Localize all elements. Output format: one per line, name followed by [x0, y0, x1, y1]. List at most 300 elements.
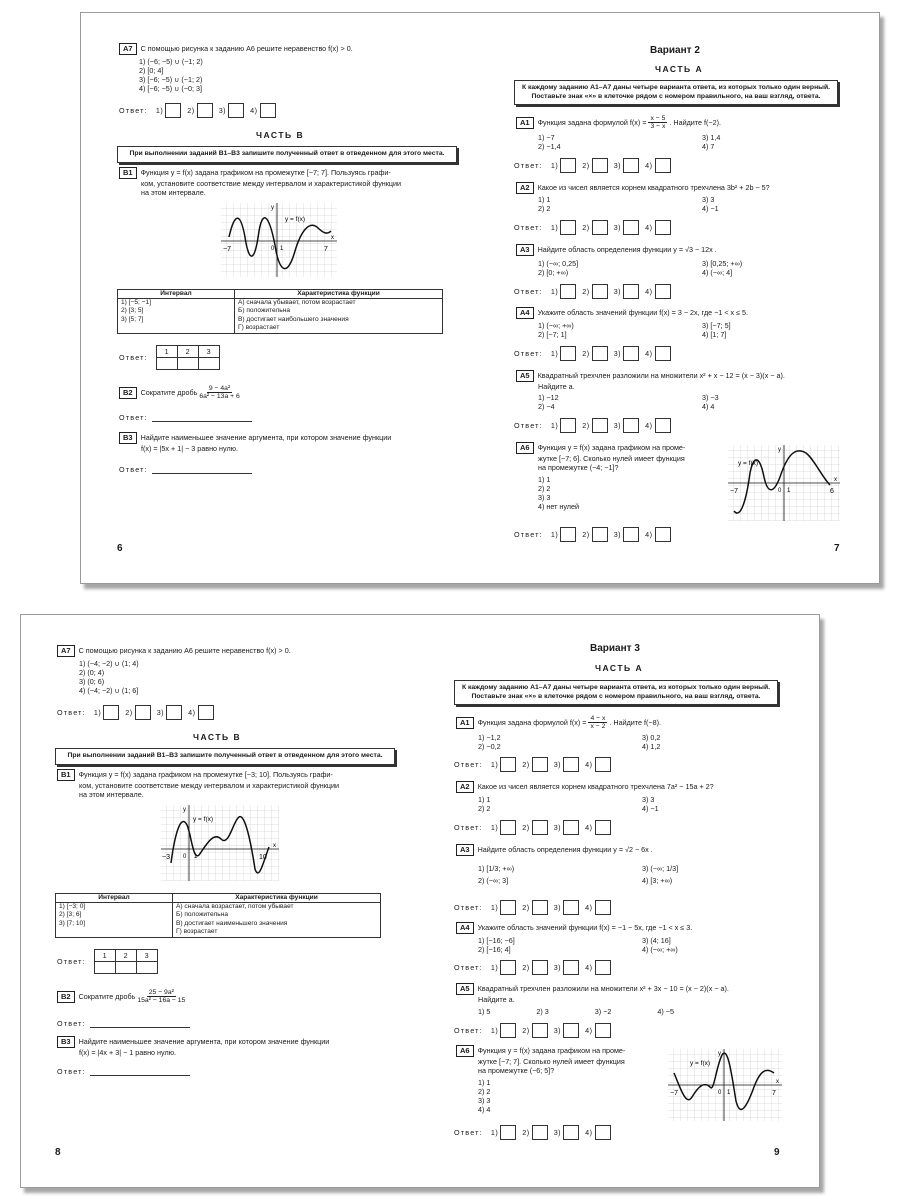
answer-checkbox-2[interactable]	[592, 220, 608, 235]
page-7	[480, 13, 879, 583]
question-text: Найдите a.	[478, 995, 515, 1004]
function-graph-b1	[219, 201, 339, 279]
question-tag: A3	[456, 844, 474, 856]
options-a4-col2	[642, 936, 678, 954]
answer-checkbox-3[interactable]	[623, 346, 639, 361]
options-a6	[478, 1078, 490, 1114]
answer-label: Ответ:	[119, 465, 148, 474]
tick-one-label: 1	[787, 488, 791, 494]
answer-checkbox-3[interactable]	[563, 757, 579, 772]
option: 3) 1,4	[702, 133, 721, 142]
option: 3) (−∞; 1/3]	[642, 864, 679, 873]
table-header: Характеристика функции	[173, 894, 381, 903]
option: 1) (−4; −2) ∪ (1; 4)	[79, 659, 139, 668]
question-b2	[119, 385, 242, 400]
answer-cell-1[interactable]	[94, 962, 115, 974]
instructions-box	[514, 80, 838, 105]
answer-checkbox-4[interactable]	[595, 1023, 611, 1038]
grid-head: 1	[94, 950, 115, 962]
question-tag: A7	[119, 43, 137, 55]
feature-item: В) достигает наименьшего значения	[176, 919, 288, 927]
option-number: 3)	[553, 903, 562, 912]
answer-checkbox-4[interactable]	[595, 820, 611, 835]
answer-checkbox-3[interactable]	[623, 418, 639, 433]
x-max-label: 6	[830, 488, 834, 495]
option: 1) (−∞; +∞)	[538, 321, 574, 330]
answer-label: Ответ:	[514, 349, 543, 358]
answer-row-a1	[514, 158, 677, 173]
option: 3) 3	[538, 493, 551, 502]
variant-title: Вариант 3	[590, 643, 640, 654]
graph-grid	[221, 203, 337, 277]
numerator: x − 5	[650, 115, 666, 122]
page-number: 9	[774, 1147, 780, 1158]
answer-label: Ответ:	[119, 106, 148, 115]
option: 4) −5	[657, 1007, 674, 1016]
part-a-heading: ЧАСТЬ А	[595, 663, 644, 673]
answer-cell-1[interactable]	[156, 358, 177, 370]
answer-checkbox-4[interactable]	[595, 900, 611, 915]
option-number: 4)	[585, 823, 593, 832]
x-max-label: 10	[259, 854, 267, 861]
page-6	[81, 13, 480, 583]
options-a5	[478, 1007, 674, 1016]
option-number: 3)	[613, 349, 622, 358]
option: 4) [1; 7]	[702, 330, 727, 339]
answer-row-a5	[454, 1023, 617, 1038]
y-axis-label: y	[778, 447, 781, 453]
option-number: 3)	[156, 708, 165, 717]
question-text: Функция y = f(x) задана графиком на промежутке [−7; 7]. Пользуясь графи-	[140, 168, 391, 177]
question-text: Функция y = f(x) задана графиком на проме-	[477, 1046, 626, 1055]
answer-label: Ответ:	[454, 1026, 483, 1035]
answer-checkbox-4[interactable]	[655, 158, 671, 173]
answer-checkbox-4[interactable]	[655, 418, 671, 433]
question-text: Укажите область значений функции f(x) = −1 − 5x, где −1 < x ≤ 3.	[477, 923, 693, 932]
answer-label: Ответ:	[57, 957, 86, 966]
options-a1-col1	[538, 133, 561, 151]
answer-cell-3[interactable]	[136, 962, 157, 974]
answer-checkbox-3[interactable]	[228, 103, 244, 118]
option-number: 3)	[553, 760, 562, 769]
answer-checkbox-2[interactable]	[592, 346, 608, 361]
option: 1) (−6; −5) ∪ (−1; 2)	[139, 57, 203, 66]
option-number: 4)	[645, 223, 653, 232]
denominator: 15a² − 16a − 15	[137, 997, 186, 1004]
option-number: 1)	[490, 1026, 499, 1035]
question-a1	[456, 715, 661, 730]
feature-item: Г) возрастает	[238, 323, 280, 331]
question-tag: A4	[516, 307, 534, 319]
option: 1) 5	[478, 1007, 491, 1016]
graph-label: y = f(x)	[285, 216, 306, 223]
answer-cell-3[interactable]	[198, 358, 219, 370]
question-text: Квадратный трехчлен разложили на множители x² + 3x − 10 = (x − 2)(x − a).	[477, 984, 729, 993]
page-number: 7	[834, 543, 840, 554]
question-tag: B1	[119, 167, 137, 179]
answer-label: Ответ:	[57, 708, 86, 717]
option-number: 3)	[613, 421, 622, 430]
x-axis-label: x	[331, 235, 334, 241]
option-number: 1)	[490, 963, 499, 972]
answer-checkbox-1[interactable]	[560, 418, 576, 433]
answer-checkbox-3[interactable]	[623, 527, 639, 542]
answer-checkbox-4[interactable]	[595, 960, 611, 975]
feature-item: Г) возрастает	[176, 927, 218, 935]
option: 1) (−∞; 0,25]	[538, 259, 579, 268]
question-text: ком, установите соответствие между интервалом и характеристикой функции	[79, 781, 340, 790]
matching-table-b1	[55, 893, 381, 938]
answer-checkbox-1[interactable]	[103, 705, 119, 720]
answer-checkbox-2[interactable]	[532, 960, 548, 975]
answer-checkbox-2[interactable]	[135, 705, 151, 720]
question-a6	[516, 442, 685, 472]
question-a3	[516, 244, 717, 256]
options-a1-col2	[642, 733, 660, 751]
grid-head: 1	[156, 346, 177, 358]
answer-checkbox-1[interactable]	[560, 158, 576, 173]
option: 4) 4	[702, 402, 715, 411]
option: 2) 2	[478, 1087, 491, 1096]
option: 2) 2	[478, 804, 491, 813]
answer-checkbox-2[interactable]	[532, 757, 548, 772]
x-min-label: −3	[162, 854, 170, 861]
option: 4) (−∞; 4]	[702, 268, 733, 277]
option: 2) −0,2	[478, 742, 501, 751]
answer-label: Ответ:	[454, 963, 483, 972]
answer-checkbox-3[interactable]	[563, 1125, 579, 1140]
question-b1	[119, 167, 401, 197]
answer-checkbox-2[interactable]	[532, 1125, 548, 1140]
option: 3) −3	[702, 393, 719, 402]
option-number: 2)	[187, 106, 195, 115]
page-8	[21, 615, 420, 1187]
answer-checkbox-1[interactable]	[560, 346, 576, 361]
answer-checkbox-1[interactable]	[560, 220, 576, 235]
question-tag: A3	[516, 244, 534, 256]
answer-checkbox-4[interactable]	[655, 527, 671, 542]
question-tag: A6	[516, 442, 534, 454]
question-text: ком, установите соответствие между интервалом и характеристикой функции	[141, 179, 402, 188]
question-tag: B1	[57, 769, 75, 781]
option: 1) 1	[538, 475, 551, 484]
answer-row-a7	[119, 103, 282, 118]
answer-checkbox-3[interactable]	[563, 960, 579, 975]
function-graph-a6	[666, 1047, 784, 1123]
answer-checkbox-1[interactable]	[165, 103, 181, 118]
answer-checkbox-4[interactable]	[655, 346, 671, 361]
question-text: f(x) = |5x + 1| − 3 равно нулю.	[141, 444, 239, 453]
option-number: 2)	[582, 530, 590, 539]
answer-line-b2	[57, 1019, 190, 1028]
option: 2) −4	[538, 402, 555, 411]
instructions-box	[454, 680, 778, 705]
page-number: 6	[117, 543, 123, 554]
question-tag: B2	[57, 991, 75, 1003]
answer-label: Ответ:	[454, 903, 483, 912]
question-b3	[119, 432, 391, 453]
answer-checkbox-3[interactable]	[623, 220, 639, 235]
option-number: 3)	[613, 223, 622, 232]
graph-label: y = f(x)	[193, 816, 214, 823]
option: 4) 4	[478, 1105, 491, 1114]
option: 3) 3	[478, 1096, 491, 1105]
answer-label: Ответ:	[454, 823, 483, 832]
option: 2) 3	[536, 1007, 549, 1016]
option: 2) [0; 4]	[139, 66, 164, 75]
feature-item: Б) положительна	[176, 911, 229, 919]
answer-checkbox-1[interactable]	[500, 820, 516, 835]
answer-label: Ответ:	[454, 760, 483, 769]
option-number: 2)	[582, 349, 590, 358]
option: 1) 1	[478, 1078, 491, 1087]
answer-checkbox-3[interactable]	[563, 1023, 579, 1038]
answer-checkbox-2[interactable]	[532, 1023, 548, 1038]
question-text: на промежутке (−6; 5]?	[478, 1066, 555, 1075]
option-number: 3)	[553, 963, 562, 972]
option-number: 4)	[585, 963, 593, 972]
options-a5-col1	[538, 393, 559, 411]
question-text: . Найдите f(−2).	[669, 118, 721, 127]
answer-row-a5	[514, 418, 677, 433]
interval-item: 2) [3; 6]	[59, 911, 82, 919]
option-number: 4)	[585, 903, 593, 912]
x-min-label: −7	[730, 488, 738, 495]
options-a2-col1	[478, 795, 490, 813]
option-number: 1)	[93, 708, 102, 717]
option-number: 4)	[585, 760, 593, 769]
table-header: Интервал	[118, 290, 235, 299]
interval-item: 3) [5; 7]	[121, 315, 144, 323]
option-number: 2)	[522, 823, 530, 832]
answer-input[interactable]	[152, 413, 252, 422]
question-a3	[456, 844, 653, 856]
option-number: 3)	[553, 1128, 562, 1137]
answer-grid-b1	[119, 345, 220, 370]
answer-checkbox-4[interactable]	[655, 220, 671, 235]
answer-input[interactable]	[90, 1067, 190, 1076]
instructions-box: При выполнении заданий B1–B3 запишите полученный ответ в отведенном для этого места.	[55, 748, 395, 765]
x-axis-label: x	[834, 477, 837, 483]
option: 3) 3	[642, 795, 655, 804]
question-text: на этом интервале.	[141, 188, 206, 197]
answer-checkbox-4[interactable]	[595, 1125, 611, 1140]
question-text: Найдите область определения функции y = √2 − 6x .	[477, 845, 653, 854]
question-tag: A2	[516, 182, 534, 194]
options-a4-col1	[538, 321, 574, 339]
answer-checkbox-3[interactable]	[166, 705, 182, 720]
grid-head: 3	[136, 950, 157, 962]
answer-checkbox-2[interactable]	[592, 418, 608, 433]
numerator: 9 − 4a²	[208, 385, 231, 392]
option-number: 1)	[550, 161, 559, 170]
question-text: Найдите a.	[538, 382, 575, 391]
options-a6	[538, 475, 579, 511]
answer-label: Ответ:	[454, 1128, 483, 1137]
answer-checkbox-1[interactable]	[500, 1023, 516, 1038]
option: 2) (−∞; 3]	[478, 876, 509, 885]
x-min-label: −7	[670, 1090, 678, 1097]
option: 3) [0,25; +∞)	[702, 259, 743, 268]
option: 2) [0; +∞)	[538, 268, 569, 277]
option-number: 2)	[522, 903, 530, 912]
answer-checkbox-1[interactable]	[500, 1125, 516, 1140]
question-tag: A5	[516, 370, 534, 382]
answer-checkbox-4[interactable]	[655, 284, 671, 299]
answer-cell-2[interactable]	[177, 358, 198, 370]
tick-one-label: 1	[194, 854, 198, 860]
option-number: 1)	[550, 530, 559, 539]
graph-label: y = f(x)	[738, 460, 759, 467]
grid-head: 2	[115, 950, 136, 962]
question-a5	[516, 370, 785, 391]
feature-item: Б) положительна	[238, 307, 291, 315]
option: 1) [−16; −6]	[478, 936, 515, 945]
answer-checkbox-3[interactable]	[563, 900, 579, 915]
question-text: Функция y = f(x) задана графиком на промежутке [−3; 10]. Пользуясь графи-	[78, 770, 333, 779]
question-text: Сократите дробь	[140, 388, 198, 397]
option-number: 4)	[645, 349, 653, 358]
options-a7	[139, 57, 203, 93]
option: 2) 2	[538, 484, 551, 493]
question-tag: B3	[57, 1036, 75, 1048]
answer-grid-b1	[57, 949, 158, 974]
question-a2	[456, 781, 714, 793]
option-number: 2)	[582, 421, 590, 430]
option-number: 2)	[522, 963, 530, 972]
options-a3-col2	[702, 259, 742, 277]
answer-label: Ответ:	[514, 223, 543, 232]
answer-row-a4	[514, 346, 677, 361]
option: 1) [1/3; +∞)	[478, 864, 515, 873]
instruction-line: К каждому заданию A1–A7 даны четыре варианта ответа, из которых только один верный.	[521, 84, 831, 91]
spread-pages-6-7	[80, 12, 880, 584]
answer-checkbox-2[interactable]	[532, 820, 548, 835]
answer-checkbox-2[interactable]	[197, 103, 213, 118]
answer-checkbox-4[interactable]	[198, 705, 214, 720]
options-a1-col1	[478, 733, 501, 751]
option: 3) (0; 6)	[79, 677, 105, 686]
answer-checkbox-1[interactable]	[560, 527, 576, 542]
question-text: С помощью рисунка к заданию A6 решите неравенство f(x) > 0.	[140, 44, 353, 53]
answer-checkbox-2[interactable]	[532, 900, 548, 915]
option-number: 1)	[550, 349, 559, 358]
answer-checkbox-1[interactable]	[500, 900, 516, 915]
option-number: 4)	[645, 287, 653, 296]
answer-checkbox-2[interactable]	[592, 284, 608, 299]
answer-checkbox-1[interactable]	[560, 284, 576, 299]
option: 4) 1,2	[642, 742, 661, 751]
option-number: 4)	[585, 1026, 593, 1035]
option: 2) 2	[538, 204, 551, 213]
answer-row-a3	[514, 284, 677, 299]
question-a7	[57, 645, 291, 657]
interval-item: 1) [−3; 0]	[59, 903, 86, 911]
answer-input[interactable]	[90, 1019, 190, 1028]
option: 4) (−4; −2) ∪ (1; 6]	[79, 686, 139, 695]
option-number: 1)	[550, 287, 559, 296]
question-tag: B2	[119, 387, 137, 399]
options-a4-col2	[702, 321, 731, 339]
option-number: 2)	[582, 287, 590, 296]
option-number: 1)	[155, 106, 164, 115]
option-number: 3)	[218, 106, 227, 115]
question-text: жутке [−7; 7]. Сколько нулей имеет функция	[478, 1057, 625, 1066]
answer-label: Ответ:	[119, 413, 148, 422]
tick-one-label: 1	[727, 1090, 731, 1096]
question-text: Укажите область значений функции f(x) = 3 − 2x, где −1 < x ≤ 5.	[537, 308, 749, 317]
option: 4) [3; +∞)	[642, 876, 673, 885]
option: 1) −12	[538, 393, 559, 402]
denominator: x − 2	[590, 723, 606, 730]
options-a5-col2	[702, 393, 719, 411]
question-a7	[119, 43, 353, 55]
answer-cell-2[interactable]	[115, 962, 136, 974]
spread-pages-8-9	[20, 614, 820, 1188]
answer-checkbox-3[interactable]	[623, 284, 639, 299]
answer-row-a6	[514, 527, 677, 542]
x-axis-label: x	[273, 843, 276, 849]
x-max-label: 7	[772, 1090, 776, 1097]
question-text: Найдите наименьшее значение аргумента, при котором значение функции	[78, 1037, 330, 1046]
question-b2	[57, 989, 187, 1004]
answer-label: Ответ:	[119, 353, 148, 362]
option: 2) −1,4	[538, 142, 561, 151]
origin-label: 0	[718, 1090, 722, 1096]
question-a6	[456, 1045, 625, 1075]
answer-row-a7	[57, 705, 220, 720]
answer-checkbox-2[interactable]	[592, 158, 608, 173]
answer-checkbox-4[interactable]	[260, 103, 276, 118]
answer-input[interactable]	[152, 465, 252, 474]
question-text: на промежутке (−4; −1]?	[538, 463, 619, 472]
answer-checkbox-3[interactable]	[623, 158, 639, 173]
option: 4) −1	[702, 204, 719, 213]
option-number: 3)	[613, 530, 622, 539]
answer-checkbox-4[interactable]	[595, 757, 611, 772]
denominator: 6a² − 13a + 6	[199, 393, 240, 400]
question-text: Квадратный трехчлен разложили на множители x² + x − 12 = (x − 3)(x − a).	[537, 371, 785, 380]
question-tag: A7	[57, 645, 75, 657]
origin-label: 0	[778, 488, 782, 494]
answer-checkbox-3[interactable]	[563, 820, 579, 835]
option: 3) [−6; −5) ∪ (−1; 2)	[139, 75, 203, 84]
answer-label: Ответ:	[514, 421, 543, 430]
question-tag: A6	[456, 1045, 474, 1057]
answer-label: Ответ:	[514, 161, 543, 170]
answer-checkbox-2[interactable]	[592, 527, 608, 542]
option: 3) 3	[702, 195, 715, 204]
option-number: 4)	[645, 161, 653, 170]
question-text: Функция задана формулой f(x) =	[477, 718, 587, 727]
question-text: . Найдите f(−8).	[609, 718, 661, 727]
fraction	[137, 989, 185, 1004]
question-a4	[456, 922, 692, 934]
instructions-box: При выполнении заданий B1–B3 запишите полученный ответ в отведенном для этого места.	[117, 146, 457, 163]
options-a3-col1	[538, 259, 578, 277]
grid-head: 3	[198, 346, 219, 358]
answer-label: Ответ:	[57, 1019, 86, 1028]
answer-checkbox-1[interactable]	[500, 960, 516, 975]
answer-checkbox-1[interactable]	[500, 757, 516, 772]
question-tag: A1	[516, 117, 534, 129]
options-a1-col2	[702, 133, 720, 151]
option: 3) 0,2	[642, 733, 661, 742]
option-number: 4)	[250, 106, 258, 115]
question-text: Найдите наименьшее значение аргумента, при котором значение функции	[140, 433, 392, 442]
matching-table-b1	[117, 289, 443, 334]
instruction-line: Поставьте знак «×» в клеточке рядом с номером правильного, на ваш взгляд, ответа.	[471, 692, 761, 700]
